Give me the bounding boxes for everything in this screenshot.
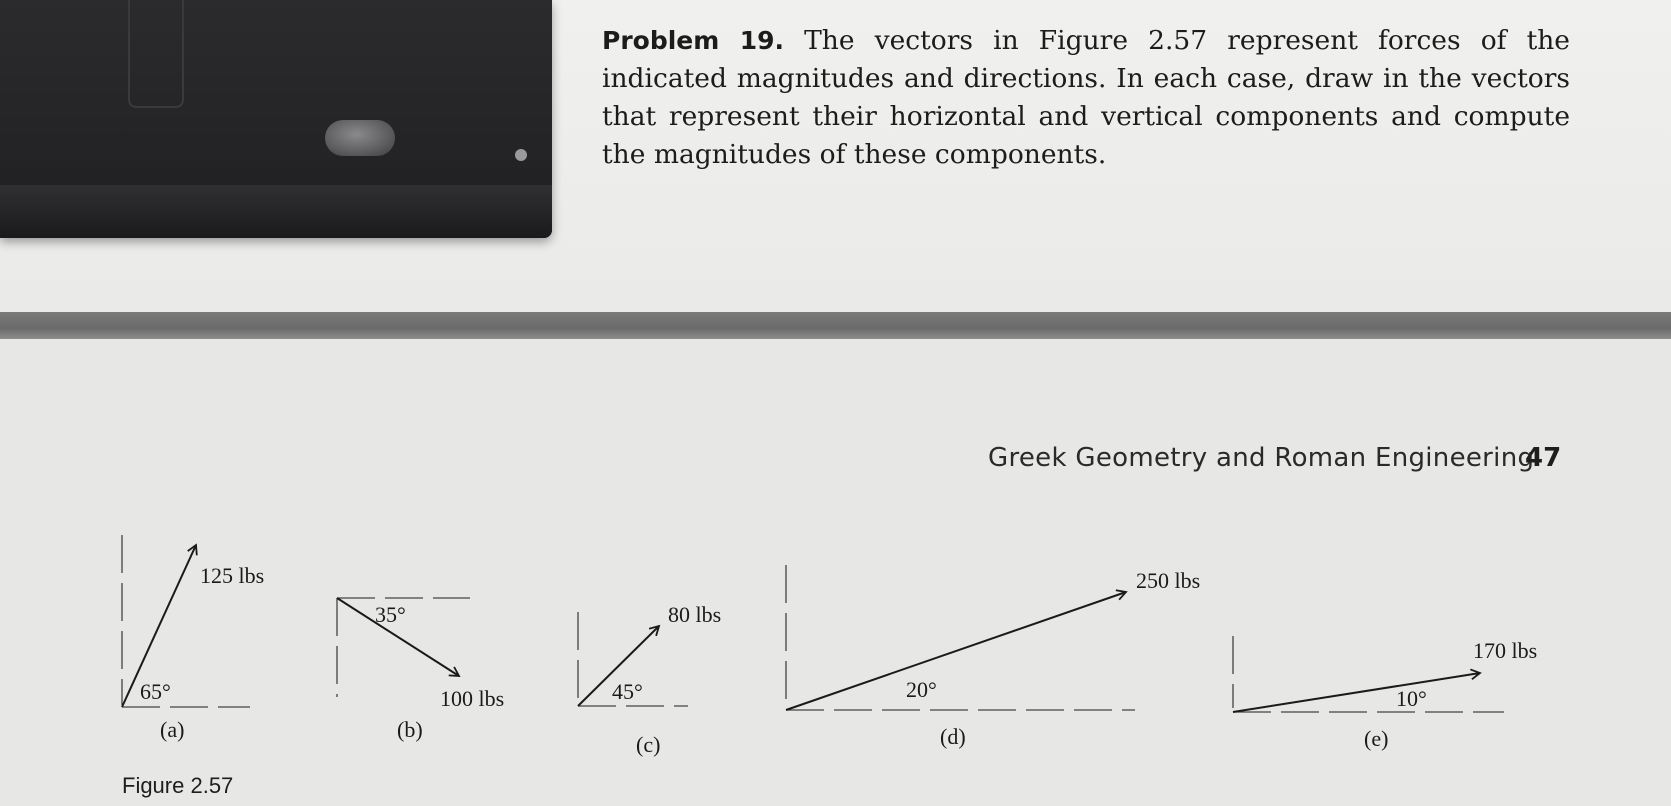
figure-caption: Figure 2.57	[122, 773, 234, 798]
figure-panel-b	[337, 598, 504, 742]
figure-panel-e	[1233, 636, 1537, 751]
magnitude-label: 250 lbs	[1136, 568, 1201, 593]
force-vector	[786, 592, 1126, 710]
angle-label: 20°	[906, 677, 937, 702]
panel-label: (a)	[160, 717, 185, 742]
problem-text: The vectors in Figure 2.57 represent forces of the indicated magnitudes and directions. In each case, draw in the vectors that represent their horizontal and vertical components and compute the magnitudes of these components.	[602, 25, 1570, 170]
panel-label: (b)	[397, 717, 423, 742]
figure-panel-c	[578, 602, 721, 757]
angle-label: 45°	[612, 679, 643, 704]
angle-label: 10°	[1396, 686, 1427, 711]
magnitude-label: 170 lbs	[1473, 638, 1538, 663]
panel-label: (e)	[1364, 726, 1389, 751]
panel-label: (c)	[636, 732, 661, 757]
force-vector	[1233, 673, 1480, 712]
panel-label: (d)	[940, 724, 966, 749]
page-number: 47	[1525, 443, 1562, 473]
figure-panel-d	[786, 565, 1200, 749]
angle-label: 65°	[140, 679, 171, 704]
problem-label: Problem 19.	[602, 26, 784, 55]
magnitude-label: 100 lbs	[440, 686, 505, 711]
magnitude-label: 125 lbs	[200, 563, 265, 588]
running-head-title: Greek Geometry and Roman Engineering	[988, 443, 1535, 473]
magnitude-label: 80 lbs	[668, 602, 722, 627]
angle-label: 35°	[375, 602, 406, 627]
figure-panel-a	[122, 535, 264, 742]
